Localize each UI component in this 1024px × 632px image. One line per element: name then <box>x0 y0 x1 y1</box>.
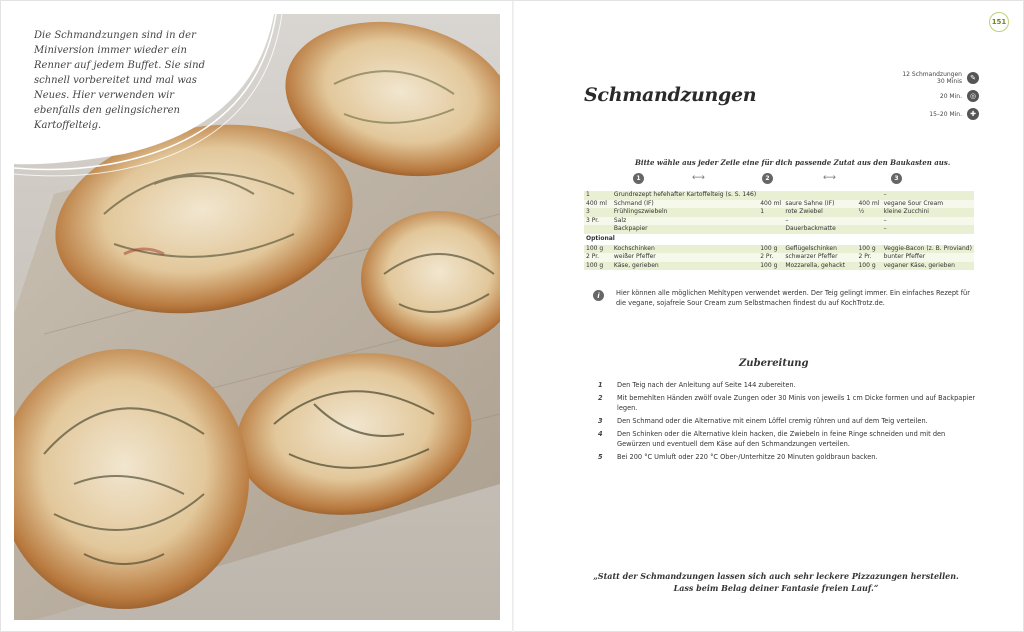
page-gutter <box>512 1 514 632</box>
step-number: 2 <box>598 394 603 403</box>
ingredient-cell: rote Zwiebel <box>783 208 856 217</box>
info-icon: i <box>593 290 604 301</box>
ingredient-cell <box>758 217 783 226</box>
ingredient-cell: – <box>882 225 974 234</box>
optional-label: Optional <box>584 234 974 245</box>
ingredient-cell: schwarzer Pfeffer <box>783 253 856 262</box>
ingredient-cell: vegane Sour Cream <box>882 200 974 209</box>
ingredient-cell: 400 ml <box>584 200 612 209</box>
meta-bake-time <box>881 105 979 123</box>
ingredient-row <box>584 200 974 209</box>
ingredient-cell: weißer Pfeffer <box>612 253 758 262</box>
ingredient-cell: – <box>882 191 974 200</box>
ingredient-cell: ½ <box>856 208 881 217</box>
column-badge-3: 3 <box>891 173 902 184</box>
meta-bake-text: 15–20 Min. <box>929 110 962 118</box>
ingredient-cell: 400 ml <box>758 200 783 209</box>
ingredient-cell: Mozzarella, gehackt <box>783 262 856 271</box>
ingredient-cell: Frühlingszwiebeln <box>612 208 758 217</box>
step-item <box>598 430 978 450</box>
column-badge-1: 1 <box>633 173 644 184</box>
step-number: 3 <box>598 417 603 426</box>
ingredient-cell: Grundrezept hefehafter Kartoffelteig (s. S. 146) <box>613 191 757 198</box>
step-number: 4 <box>598 430 603 439</box>
ingredient-cell: 3 Pr. <box>584 217 612 226</box>
oven-icon: ✚ <box>967 108 979 120</box>
ingredient-cell: 100 g <box>758 262 783 271</box>
ingredient-row <box>584 262 974 271</box>
page-number: 151 <box>989 12 1009 32</box>
step-text: Den Schmand oder die Alternative mit einem Löffel cremig rühren und auf dem Teig verteilen. <box>617 417 928 426</box>
column-badge-2: 2 <box>762 173 773 184</box>
swap-arrow-icon: ⟷ <box>823 173 836 183</box>
swap-arrow-icon: ⟷ <box>692 173 705 183</box>
recipe-title: Schmandzungen <box>584 84 757 106</box>
ingredient-cell: 100 g <box>584 245 612 254</box>
meta-yield <box>881 69 979 87</box>
recipe-meta <box>881 69 979 123</box>
ingredient-cell: 1 <box>584 191 612 200</box>
preparation-steps <box>598 381 978 467</box>
ingredient-cell: 3 <box>584 208 612 217</box>
ingredient-cell: Veggie-Bacon (z. B. Proviand) <box>882 245 974 254</box>
ingredient-cell <box>783 191 856 200</box>
meta-yield-line: 12 Schmandzungen 30 Minis <box>902 71 962 85</box>
ingredient-cell: kleine Zucchini <box>882 208 974 217</box>
ingredient-row <box>584 191 974 200</box>
meta-yield-text <box>902 71 962 85</box>
ingredient-row <box>584 208 974 217</box>
ingredient-cell: Geflügelschinken <box>783 245 856 254</box>
ingredient-cell <box>856 217 881 226</box>
timer-icon: ◎ <box>967 90 979 102</box>
step-item <box>598 417 978 427</box>
ingredient-cell: saure Sahne (IF) <box>783 200 856 209</box>
ingredient-cell: 2 Pr. <box>856 253 881 262</box>
food-photo <box>14 14 500 620</box>
step-text: Den Schinken oder die Alternative klein hacken, die Zwiebeln in feine Ringe schneiden und mit den Gewürzen und eventuell dem Käse auf den Schmandzungen verteilen. <box>617 430 946 449</box>
ingredient-cell: Schmand (IF) <box>612 200 758 209</box>
step-text: Mit bemehlten Händen zwölf ovale Zungen oder 30 Minis von jeweils 1 cm Dicke formen und auf Backpapier legen. <box>617 394 976 412</box>
ingredient-cell: bunter Pfeffer <box>882 253 974 262</box>
step-text: Den Teig nach der Anleitung auf Seite 144 zubereiten. <box>617 381 796 389</box>
ingredient-cell <box>856 225 881 234</box>
ingredient-cell <box>758 191 783 200</box>
meta-prep-text: 20 Min. <box>939 92 962 100</box>
ingredient-cell <box>758 225 783 234</box>
ingredient-cell: Dauerbackmatte <box>783 225 856 234</box>
tip-quote: „Statt der Schmandzungen lassen sich auch sehr leckere Pizzazungen herstellen. Lass beim Belag deiner Fantasie freien Lauf.“ <box>593 571 959 593</box>
ingredient-cell: Kochschinken <box>612 245 758 254</box>
optional-header-row <box>584 234 974 245</box>
ingredient-cell: – <box>783 217 856 226</box>
ingredient-cell: Käse, gerieben <box>612 262 758 271</box>
ingredient-cell: 2 Pr. <box>584 253 612 262</box>
ingredient-cell: 100 g <box>856 245 881 254</box>
step-item <box>598 453 978 463</box>
ingredient-row <box>584 245 974 254</box>
ingredient-cell: 100 g <box>856 262 881 271</box>
ingredient-row <box>584 217 974 226</box>
step-number: 1 <box>598 381 603 389</box>
choose-instruction: Bitte wähle aus jeder Zeile eine für dich passende Zutat aus den Baukasten aus. <box>635 158 951 167</box>
step-item <box>598 381 978 391</box>
ingredient-cell: Salz <box>612 217 758 226</box>
knife-icon: ✎ <box>967 72 979 84</box>
ingredient-row <box>584 253 974 262</box>
ingredients-table <box>584 191 974 270</box>
ingredient-cell: 2 Pr. <box>758 253 783 262</box>
step-number: 5 <box>598 453 603 462</box>
ingredient-cell: 400 ml <box>856 200 881 209</box>
ingredient-cell: – <box>882 217 974 226</box>
info-note: Hier können alle möglichen Mehltypen verwendet werden. Der Teig gelingt immer. Ein einfaches Rezept für die vegane, sojafreie Sour Cream zum Selbstmachen findest du auf KochTrotz.de. <box>616 289 970 307</box>
ingredient-cell: 100 g <box>584 262 612 271</box>
preparation-title: Zubereitung <box>739 358 809 369</box>
meta-prep-time <box>881 87 979 105</box>
step-item <box>598 394 978 414</box>
ingredient-row <box>584 225 974 234</box>
ingredient-cell <box>584 225 612 234</box>
ingredient-cell: 100 g <box>758 245 783 254</box>
photo-caption: Die Schmandzungen sind in der Miniversion immer wieder ein Renner auf jedem Buffet. Sie sind schnell vorbereitet und mal was Neues. Hier verwenden wir ebenfalls den gelingsicheren Kartoffelteig. <box>34 30 205 131</box>
ingredient-cell <box>856 191 881 200</box>
ingredient-cell: 1 <box>758 208 783 217</box>
step-text: Bei 200 °C Umluft oder 220 °C Ober-/Unterhitze 20 Minuten goldbraun backen. <box>617 453 878 462</box>
ingredient-cell: Backpapier <box>612 225 758 234</box>
ingredient-cell: veganer Käse, gerieben <box>882 262 974 271</box>
caption-area <box>14 14 274 174</box>
